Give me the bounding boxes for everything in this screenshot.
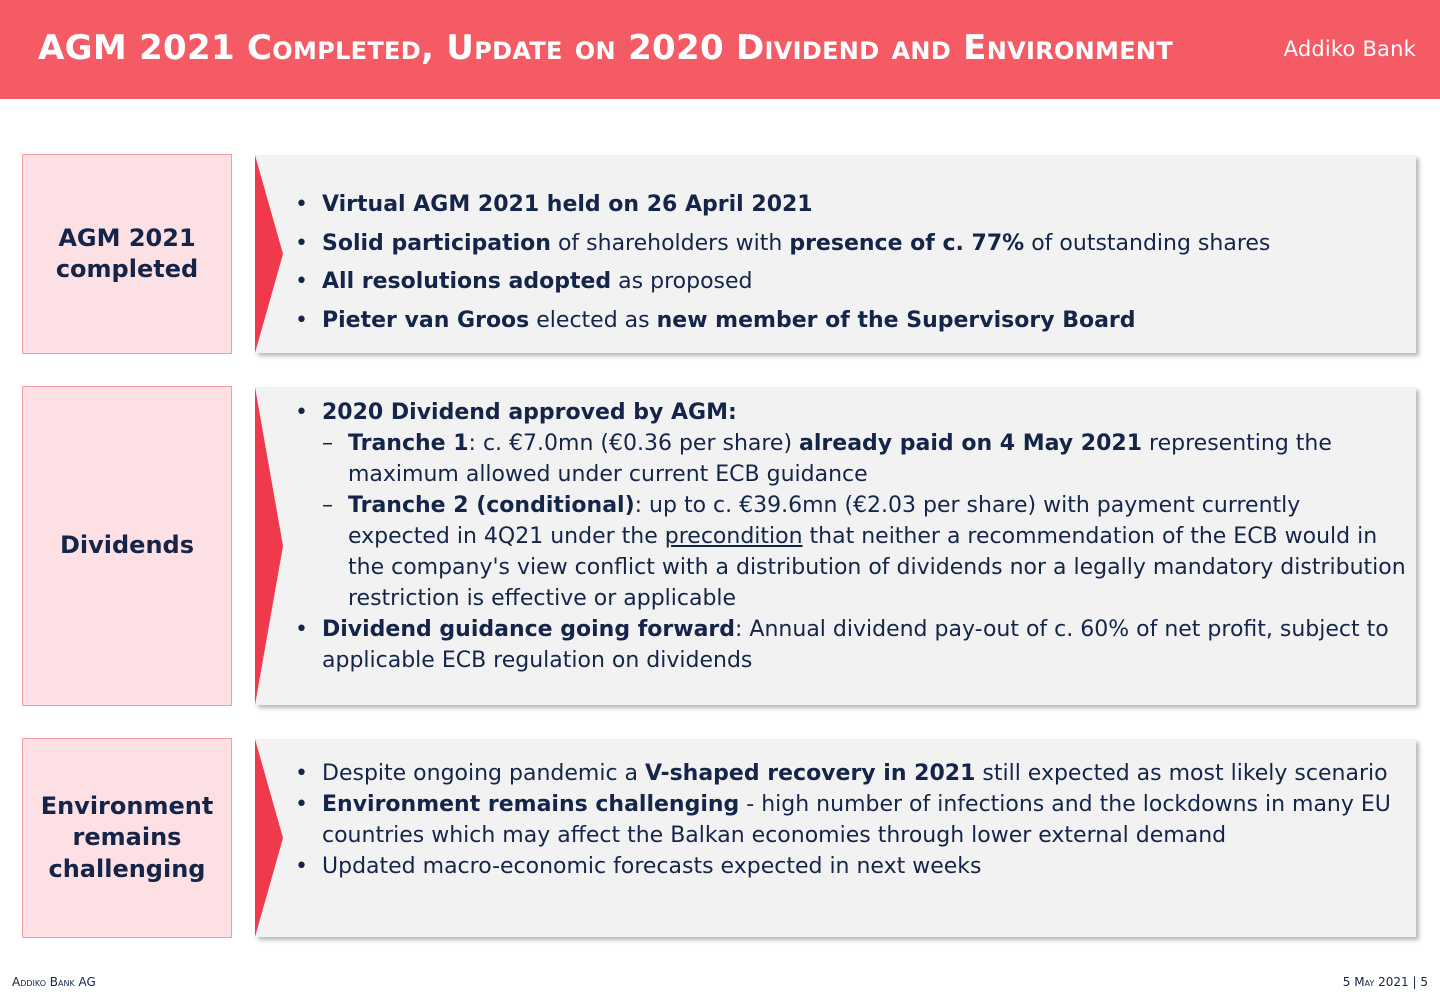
body-text: elected as bbox=[529, 307, 657, 333]
emphasis-text: V-shaped recovery in 2021 bbox=[645, 761, 976, 786]
bullet-text bbox=[322, 186, 1408, 225]
sub-bullet-list bbox=[322, 428, 1408, 614]
section-label-line: challenging bbox=[48, 854, 206, 883]
bullet-list bbox=[295, 758, 1408, 882]
emphasis-text: 2020 Dividend approved by AGM: bbox=[322, 400, 737, 425]
chevron-arrow-icon bbox=[255, 387, 283, 705]
footer-separator: | bbox=[1412, 975, 1417, 989]
bullet-text bbox=[322, 614, 1408, 676]
emphasis-text: presence of c. 77% bbox=[789, 230, 1025, 256]
emphasis-text: All resolutions adopted bbox=[322, 269, 612, 294]
body-text: precondition bbox=[664, 524, 803, 549]
brand-logo: Addiko Bank bbox=[1283, 37, 1416, 61]
emphasis-text: already paid on 4 May 2021 bbox=[799, 431, 1143, 456]
footer-page-number: 5 bbox=[1420, 975, 1428, 989]
bullet-text bbox=[322, 302, 1408, 341]
bullet-item bbox=[295, 758, 1408, 789]
bullet-item bbox=[295, 397, 1408, 614]
bullet-text bbox=[322, 263, 1408, 302]
bullet-text bbox=[322, 758, 1408, 789]
footer-company: Addiko Bank AG bbox=[12, 975, 96, 989]
section-panel-dividends bbox=[255, 387, 1416, 705]
emphasis-text: Dividend guidance going forward bbox=[322, 617, 736, 642]
bullet-text bbox=[322, 789, 1408, 851]
body-text: that neither a recommendation of the ECB would in the company's view conflict with a distribution of dividends nor a legally mandatory distribution restriction is effective or applicable bbox=[348, 524, 1406, 611]
bullet-list bbox=[295, 186, 1408, 340]
bullet-item bbox=[295, 789, 1408, 851]
bullet-item bbox=[295, 851, 1408, 882]
body-text: : c. €7.0mn (€0.36 per share) bbox=[468, 431, 800, 456]
section-label-line: remains bbox=[72, 823, 182, 852]
section-label-dividends bbox=[22, 386, 232, 706]
emphasis-text: Virtual AGM 2021 held on 26 April 2021 bbox=[322, 192, 813, 217]
body-text: of outstanding shares bbox=[1024, 230, 1271, 256]
bullet-text bbox=[322, 851, 1408, 882]
emphasis-text: new member of the Supervisory Board bbox=[656, 307, 1136, 333]
page-title: AGM 2021 Completed, Update on 2020 Dividend and Environment bbox=[38, 28, 1173, 68]
body-text: : up to c. €39.6mn (€2.03 per share) with payment currently expected in 4Q21 under the bbox=[348, 493, 1301, 549]
emphasis-text: Solid participation bbox=[322, 230, 551, 256]
body-text: as proposed bbox=[611, 269, 753, 294]
section-label-line: Dividends bbox=[59, 531, 195, 560]
section-label-environment bbox=[22, 738, 232, 938]
bullet-list bbox=[295, 397, 1408, 676]
emphasis-text: Tranche 1 bbox=[348, 431, 469, 456]
bullet-item bbox=[295, 302, 1408, 341]
body-text: Updated macro-economic forecasts expected in next weeks bbox=[322, 854, 982, 879]
body-text: still expected as most likely scenario bbox=[975, 761, 1388, 786]
body-text: Despite ongoing pandemic a bbox=[322, 761, 646, 786]
bullet-text bbox=[322, 225, 1408, 264]
bullet-item bbox=[295, 186, 1408, 225]
body-text: of shareholders with bbox=[550, 230, 790, 256]
emphasis-text: Environment remains challenging bbox=[322, 792, 740, 817]
chevron-arrow-icon bbox=[255, 155, 283, 353]
footer-date: 5 May 2021 bbox=[1342, 975, 1409, 989]
section-panel-agm bbox=[255, 155, 1416, 353]
header-bar bbox=[0, 0, 1440, 99]
bullet-text bbox=[322, 397, 1408, 428]
chevron-arrow-icon bbox=[255, 739, 283, 937]
emphasis-text: Pieter van Groos bbox=[322, 307, 530, 333]
section-label-line: Environment bbox=[40, 792, 214, 821]
bullet-item bbox=[295, 225, 1408, 264]
body-text: representing the maximum allowed under current ECB guidance bbox=[348, 431, 1332, 487]
section-label-line: completed bbox=[55, 255, 199, 283]
bullet-item bbox=[295, 263, 1408, 302]
sub-bullet-item bbox=[322, 428, 1408, 490]
footer-page-info bbox=[1343, 975, 1428, 989]
bullet-item bbox=[295, 614, 1408, 676]
emphasis-text: Tranche 2 (conditional) bbox=[348, 493, 635, 518]
sub-bullet-item bbox=[322, 490, 1408, 614]
section-panel-environment bbox=[255, 739, 1416, 937]
body-text: - high number of infections and the lockdowns in many EU countries which may affect the Balkan economies through lower external demand bbox=[322, 792, 1391, 848]
section-label-line: AGM 2021 bbox=[58, 223, 196, 252]
body-text: : Annual dividend pay-out of c. 60% of net profit, subject to applicable ECB regulation on dividends bbox=[322, 617, 1389, 673]
section-label-agm bbox=[22, 154, 232, 354]
